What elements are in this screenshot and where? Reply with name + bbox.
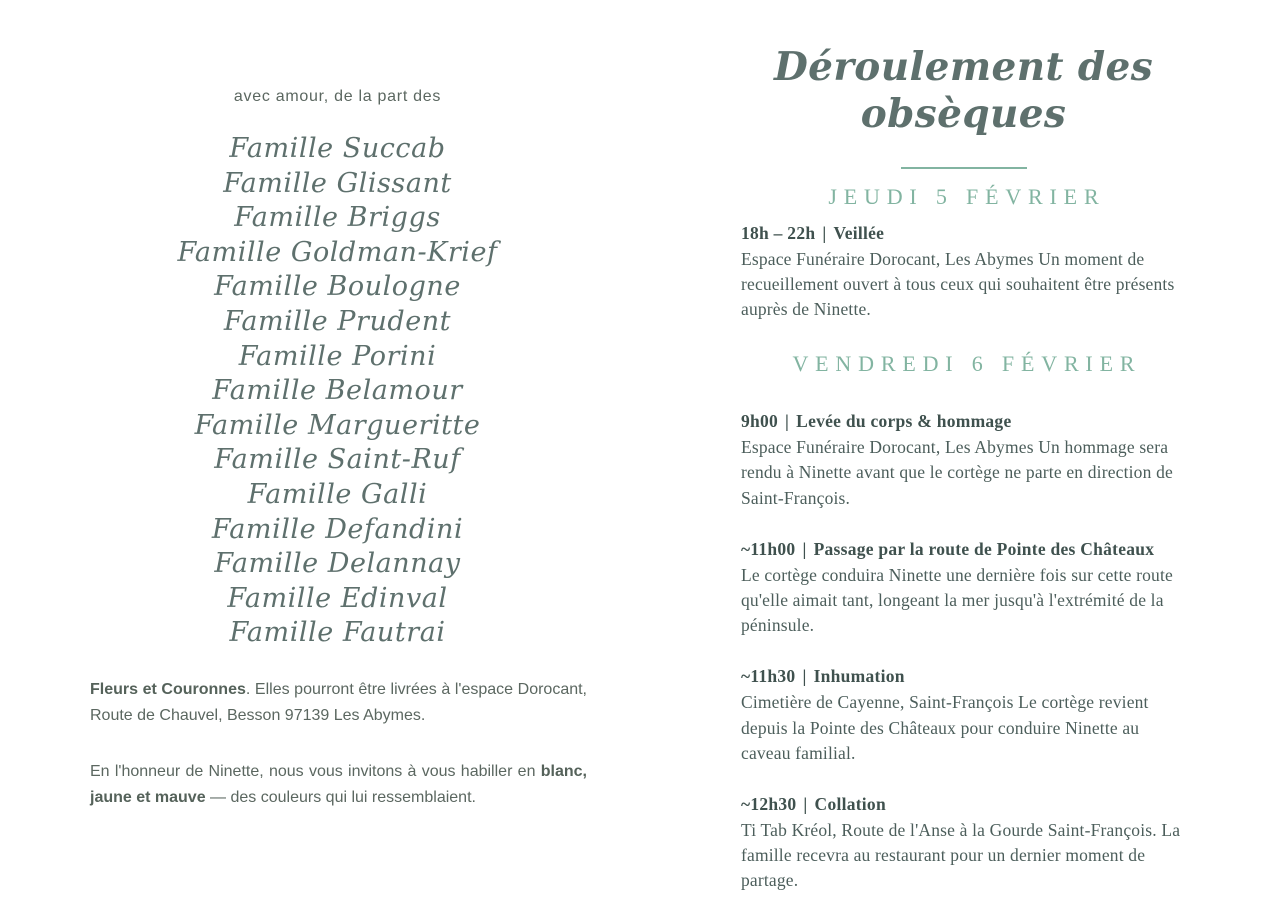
family-name: Famille Porini [238,340,437,372]
event-time: ~12h30 [741,794,797,815]
family-name: Famille Glissant [223,167,452,199]
dress-note-pre: En l'honneur de Ninette, nous vous invitons à vous habiller en [90,762,541,780]
event-title: Passage par la route de Pointe des Châteaux [813,538,1155,559]
event-veillee [741,221,1186,323]
family-name: Famille Belamour [212,375,463,407]
dress-code-note [90,759,587,811]
event-heading [741,537,1186,562]
family-name: Famille Briggs [234,202,441,234]
attribution-intro: avec amour, de la part des [233,88,442,105]
event-description: Le cortège conduira Ninette une dernière fois sur cette route qu'elle aimait tant, longeant la mer jusqu'à l'extrémité de la péninsule. [741,564,1173,636]
event-separator: | [802,538,807,559]
family-name: Famille Goldman-Krief [177,236,498,268]
flowers-note-text: . Elles pourront être livrées à l'espace Dorocant, Route de Chauvel, Besson 97139 Les Abymes. [90,680,588,724]
event-inhumation [741,664,1186,766]
family-name: Famille Galli [247,478,428,510]
event-heading [741,409,1186,434]
event-title: Veillée [833,222,885,243]
event-separator: | [822,222,827,243]
title-divider [901,167,1027,169]
family-name: Famille Margueritte [194,409,481,441]
event-time: 18h – 22h [741,222,816,243]
event-heading [741,221,1186,246]
event-passage-pointe-des-chateaux [741,537,1186,639]
family-name: Famille Boulogne [214,271,461,303]
event-description: Cimetière de Cayenne, Saint-François Le cortège revient depuis la Pointe des Châteaux pour conduire Ninette au caveau familial. [741,692,1149,763]
family-names-list [90,132,585,651]
dress-note-post: — des couleurs qui lui ressemblaient. [205,788,476,806]
event-time: ~11h30 [741,666,796,687]
event-description: Espace Funéraire Dorocant, Les Abymes Un moment de recueillement ouvert à tous ceux qui souhaitent être présents auprès de Ninette. [741,248,1175,319]
event-separator: | [802,666,807,687]
event-time: ~11h00 [741,538,796,559]
family-name: Famille Succab [229,133,446,164]
day-heading-jeudi: JEUDI 5 FÉVRIER [828,183,1106,209]
family-name: Famille Edinval [227,582,448,614]
event-description: Espace Funéraire Dorocant, Les Abymes Un hommage sera rendu à Ninette avant que le cortège ne parte en direction de Saint-François. [741,437,1173,508]
family-name: Famille Delannay [214,548,461,580]
event-title: Inhumation [813,666,905,687]
event-title: Collation [814,794,886,815]
event-collation [741,792,1186,894]
family-name: Famille Prudent [223,305,452,337]
day-heading-vendredi: VENDREDI 6 FÉVRIER [792,351,1142,377]
event-heading [741,792,1186,817]
right-page [640,0,1280,905]
event-levee-du-corps [741,409,1186,511]
event-separator: | [803,794,808,815]
event-separator: | [785,411,790,432]
flowers-note-lead: Fleurs et Couronnes [90,680,246,698]
event-title: Levée du corps & hommage [796,411,1012,432]
event-description: Ti Tab Kréol, Route de l'Anse à la Gourde Saint-François. La famille recevra au restaurant pour un dernier moment de partage. [741,820,1181,891]
program-title: Déroulement des obsèques [773,44,1154,137]
family-name: Famille Defandini [211,513,464,545]
event-heading [741,664,1186,689]
family-name: Famille Fautrai [229,617,446,649]
family-name: Famille Saint-Ruf [214,444,461,476]
event-time: 9h00 [741,411,779,432]
dress-note-colors: blanc, jaune et mauve [90,762,587,806]
flowers-note [90,677,587,729]
